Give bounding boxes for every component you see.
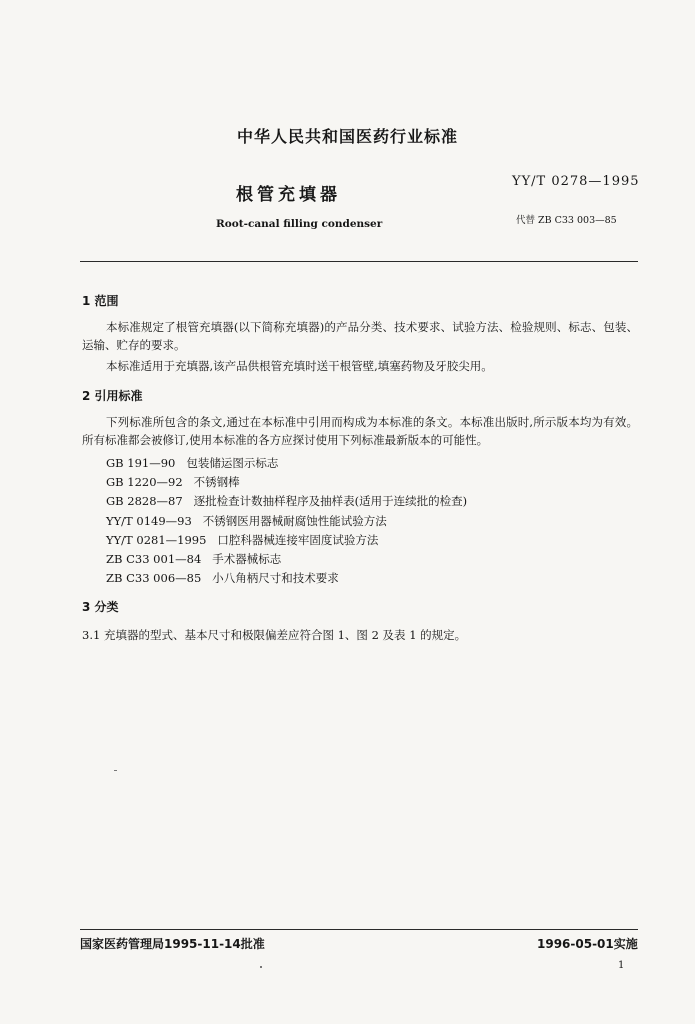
section-1-heading: 1 范围 — [82, 294, 119, 308]
footer-divider — [80, 929, 638, 930]
scan-speck — [114, 770, 117, 771]
reference-item — [106, 493, 467, 509]
reference-code: YY/T 0281—1995 — [106, 533, 207, 547]
reference-title: 手术器械标志 — [212, 552, 282, 566]
reference-title: 包装储运图示标志 — [186, 456, 279, 470]
issue-approval: 国家医药管理局1995-11-14批准 — [80, 937, 265, 951]
reference-code: ZB C33 001—84 — [106, 552, 202, 566]
section-1-paragraph-2: 本标准适用于充填器,该产品供根管充填时送干根管壁,填塞药物及牙胶尖用。 — [106, 359, 493, 373]
reference-code: GB 2828—87 — [106, 494, 183, 508]
document-title: 根管充填器 — [236, 185, 341, 205]
reference-item — [106, 455, 278, 471]
reference-code: GB 1220—92 — [106, 475, 183, 489]
reference-item — [106, 532, 378, 548]
effective-date: 1996-05-01实施 — [537, 937, 638, 951]
reference-title: 不锈钢棒 — [193, 475, 240, 489]
reference-title: 口腔科器械连接牢固度试验方法 — [217, 533, 379, 547]
reference-item — [106, 474, 240, 490]
org-title: 中华人民共和国医药行业标准 — [236, 127, 458, 146]
reference-code: YY/T 0149—93 — [106, 514, 192, 528]
section-2-heading: 2 引用标准 — [82, 389, 143, 403]
scan-speck — [260, 966, 262, 968]
section-1-paragraph-1: 本标准规定了根管充填器(以下简称充填器)的产品分类、技术要求、试验方法、检验规则、标志、包装、运输、贮存的要求。 — [82, 320, 638, 352]
reference-title: 不锈钢医用器械耐腐蚀性能试验方法 — [202, 514, 387, 528]
section-2-paragraph: 下列标准所包含的条文,通过在本标准中引用而构成为本标准的条文。本标准出版时,所示版本均为有效。所有标准都会被修订,使用本标准的各方应探讨使用下列标准最新版本的可能性。 — [82, 415, 638, 447]
reference-item — [106, 513, 387, 529]
clause-3-1: 3.1 充填器的型式、基本尺寸和极限偏差应符合图 1、图 2 及表 1 的规定。 — [82, 628, 467, 642]
reference-code: GB 191—90 — [106, 456, 176, 470]
document-title-en: Root-canal filling condenser — [216, 218, 383, 230]
section-3-heading: 3 分类 — [82, 600, 119, 614]
header-divider — [80, 261, 638, 262]
standard-number: YY/T 0278—1995 — [512, 174, 640, 189]
reference-item — [106, 570, 339, 586]
replaces-standard: 代替 ZB C33 003—85 — [516, 215, 617, 226]
reference-title: 逐批检查计数抽样程序及抽样表(适用于连续批的检查) — [193, 494, 468, 508]
reference-title: 小八角柄尺寸和技术要求 — [212, 571, 339, 585]
reference-code: ZB C33 006—85 — [106, 571, 202, 585]
page-number: 1 — [618, 960, 625, 971]
reference-item — [106, 551, 281, 567]
